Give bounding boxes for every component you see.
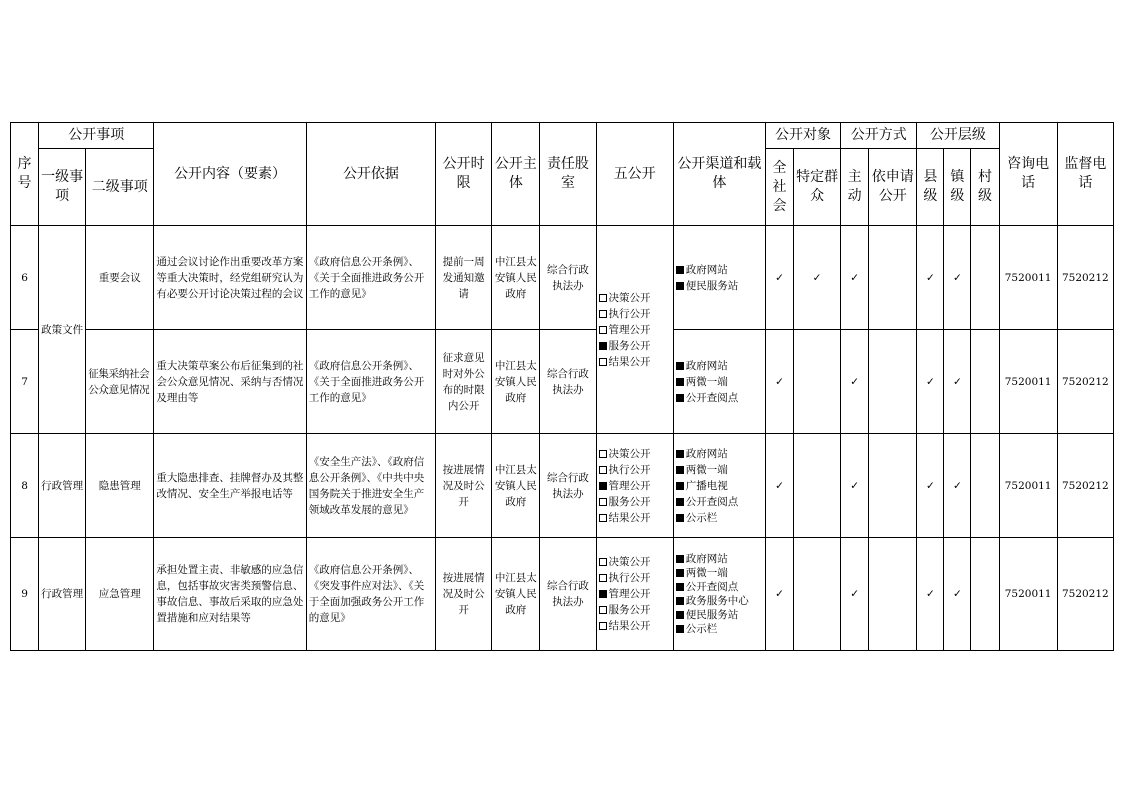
checkbox-icon (599, 326, 607, 334)
header-seq: 序号 (11, 123, 39, 226)
cell-level-county: ✓ (917, 538, 944, 651)
cell-five-open (596, 434, 673, 538)
cell-method-request (869, 538, 917, 651)
cell-target-specific (794, 538, 841, 651)
cell-level-county: ✓ (917, 330, 944, 434)
cell-method-active: ✓ (841, 226, 869, 330)
cell-target-all: ✓ (765, 434, 793, 538)
checked-box-icon (676, 555, 684, 563)
cell-time-limit: 按进展情况及时公开 (436, 538, 492, 651)
checkbox-icon (599, 310, 607, 318)
cell-basis: 《政府信息公开条例》、《关于全面推进政务公开工作的意见》 (306, 330, 435, 434)
cell-level-village (971, 538, 999, 651)
cell-level-town: ✓ (944, 226, 971, 330)
cell-time-limit: 征求意见时对外公布的时限内公开 (436, 330, 492, 434)
cell-level2: 应急管理 (86, 538, 154, 651)
cell-level-town: ✓ (944, 434, 971, 538)
channel-item: 政府网站 (676, 262, 763, 278)
header-level2: 二级事项 (86, 149, 154, 226)
channel-item: 政府网站 (676, 358, 763, 374)
cell-target-specific: ✓ (794, 226, 841, 330)
checked-box-icon (676, 625, 684, 633)
cell-content: 重大隐患排查、挂牌督办及其整改情况、安全生产举报电话等 (154, 434, 306, 538)
header-dept: 责任股室 (540, 123, 596, 226)
cell-level-town: ✓ (944, 330, 971, 434)
checked-box-icon (676, 498, 684, 506)
cell-seq: 7 (11, 330, 39, 434)
cell-method-request (869, 330, 917, 434)
header-consult-phone: 咨询电话 (999, 123, 1057, 226)
five-open-item: 决策公开 (599, 446, 671, 462)
checked-box-icon (676, 482, 684, 490)
channel-item: 广播电视 (676, 478, 763, 494)
header-target-all: 全社会 (765, 149, 793, 226)
cell-dept: 综合行政执法办 (540, 330, 596, 434)
cell-level2: 征集采纳社会公众意见情况 (86, 330, 154, 434)
five-open-item: 结果公开 (599, 618, 671, 634)
cell-dept: 综合行政执法办 (540, 226, 596, 330)
cell-supervise-phone: 7520212 (1057, 538, 1113, 651)
cell-basis: 《政府信息公开条例》、《突发事件应对法》、《关于全面加强政务公开工作的意见》 (306, 538, 435, 651)
channel-item: 公示栏 (676, 622, 763, 636)
cell-dept: 综合行政执法办 (540, 434, 596, 538)
cell-level-village (971, 330, 999, 434)
header-subject: 公开主体 (492, 123, 540, 226)
header-target-group: 公开对象 (765, 123, 840, 149)
five-open-item: 服务公开 (599, 602, 671, 618)
five-open-item: 管理公开 (599, 586, 671, 602)
channel-item: 政府网站 (676, 552, 763, 566)
cell-time-limit: 提前一周发通知邀请 (436, 226, 492, 330)
cell-content: 重大决策草案公布后征集到的社会公众意见情况、采纳与否情况及理由等 (154, 330, 306, 434)
five-open-item: 服务公开 (599, 338, 671, 354)
header-items-group: 公开事项 (39, 123, 154, 149)
cell-level-town: ✓ (944, 538, 971, 651)
header-method-active: 主动 (841, 149, 869, 226)
checkbox-icon (599, 358, 607, 366)
cell-target-all: ✓ (765, 226, 793, 330)
checked-box-icon (676, 611, 684, 619)
cell-level1: 行政管理 (39, 434, 86, 538)
five-open-item: 决策公开 (599, 554, 671, 570)
header-channel: 公开渠道和载体 (673, 123, 765, 226)
checked-box-icon (676, 569, 684, 577)
header-level-town: 镇级 (944, 149, 971, 226)
checkbox-icon (599, 498, 607, 506)
channel-item: 两微一端 (676, 462, 763, 478)
checked-box-icon (599, 590, 607, 598)
checkbox-icon (599, 514, 607, 522)
cell-content: 承担处置主责、非敏感的应急信息，包括事故灾害类预警信息、事故信息、事故后采取的应急处置措施和应对结果等 (154, 538, 306, 651)
cell-seq: 8 (11, 434, 39, 538)
channel-item: 便民服务站 (676, 608, 763, 622)
channel-item: 公示栏 (676, 510, 763, 526)
cell-method-request (869, 434, 917, 538)
cell-channels (673, 434, 765, 538)
header-level-county: 县级 (917, 149, 944, 226)
header-supervise-phone: 监督电话 (1057, 123, 1113, 226)
checkbox-icon (599, 466, 607, 474)
cell-target-all: ✓ (765, 538, 793, 651)
header-method-request: 依申请公开 (869, 149, 917, 226)
cell-subject: 中江县太安镇人民政府 (492, 538, 540, 651)
cell-level2: 重要会议 (86, 226, 154, 330)
five-open-item: 管理公开 (599, 322, 671, 338)
cell-level-village (971, 434, 999, 538)
header-level-group: 公开层级 (917, 123, 999, 149)
cell-basis: 《政府信息公开条例》、《关于全面推进政务公开工作的意见》 (306, 226, 435, 330)
checkbox-icon (599, 450, 607, 458)
cell-channels (673, 538, 765, 651)
cell-consult-phone: 7520011 (999, 538, 1057, 651)
checked-box-icon (676, 282, 684, 290)
cell-seq: 6 (11, 226, 39, 330)
channel-item: 两微一端 (676, 566, 763, 580)
cell-channels (673, 330, 765, 434)
header-content: 公开内容（要素） (154, 123, 306, 226)
header-target-specific: 特定群众 (794, 149, 841, 226)
checkbox-icon (599, 294, 607, 302)
channel-item: 两微一端 (676, 374, 763, 390)
disclosure-table (10, 122, 1114, 651)
table-row (11, 330, 1114, 434)
cell-supervise-phone: 7520212 (1057, 330, 1113, 434)
cell-subject: 中江县太安镇人民政府 (492, 434, 540, 538)
cell-target-specific (794, 330, 841, 434)
cell-seq: 9 (11, 538, 39, 651)
cell-subject: 中江县太安镇人民政府 (492, 330, 540, 434)
header-time-limit: 公开时限 (436, 123, 492, 226)
checked-box-icon (676, 450, 684, 458)
channel-item: 政府网站 (676, 446, 763, 462)
channel-item: 公开查阅点 (676, 494, 763, 510)
cell-content: 通过会议讨论作出重要改革方案等重大决策时，经党组研究认为有必要公开讨论决策过程的会议 (154, 226, 306, 330)
checked-box-icon (676, 266, 684, 274)
header-basis: 公开依据 (306, 123, 435, 226)
cell-supervise-phone: 7520212 (1057, 226, 1113, 330)
checked-box-icon (676, 362, 684, 370)
cell-method-active: ✓ (841, 434, 869, 538)
checkbox-icon (599, 574, 607, 582)
cell-level-village (971, 226, 999, 330)
checked-box-icon (676, 466, 684, 474)
channel-item: 公开查阅点 (676, 390, 763, 406)
cell-channels (673, 226, 765, 330)
cell-consult-phone: 7520011 (999, 330, 1057, 434)
cell-dept: 综合行政执法办 (540, 538, 596, 651)
channel-item: 政务服务中心 (676, 594, 763, 608)
checked-box-icon (676, 597, 684, 605)
five-open-item: 结果公开 (599, 510, 671, 526)
cell-level-county: ✓ (917, 434, 944, 538)
cell-consult-phone: 7520011 (999, 434, 1057, 538)
cell-target-all: ✓ (765, 330, 793, 434)
header-level-village: 村级 (971, 149, 999, 226)
checkbox-icon (599, 622, 607, 630)
cell-subject: 中江县太安镇人民政府 (492, 226, 540, 330)
cell-target-specific (794, 434, 841, 538)
cell-basis: 《安全生产法》、《政府信息公开条例》、《中共中央 国务院关于推进安全生产领域改革发展的意见》 (306, 434, 435, 538)
channel-item: 便民服务站 (676, 278, 763, 294)
checkbox-icon (599, 606, 607, 614)
checked-box-icon (599, 482, 607, 490)
five-open-item: 管理公开 (599, 478, 671, 494)
five-open-item: 决策公开 (599, 290, 671, 306)
table-row (11, 434, 1114, 538)
five-open-item: 结果公开 (599, 354, 671, 370)
cell-consult-phone: 7520011 (999, 226, 1057, 330)
checkbox-icon (599, 558, 607, 566)
cell-level2: 隐患管理 (86, 434, 154, 538)
cell-method-active: ✓ (841, 538, 869, 651)
cell-method-active: ✓ (841, 330, 869, 434)
header-method-group: 公开方式 (841, 123, 917, 149)
table-row (11, 226, 1114, 330)
cell-supervise-phone: 7520212 (1057, 434, 1113, 538)
five-open-item: 执行公开 (599, 462, 671, 478)
five-open-item: 服务公开 (599, 494, 671, 510)
cell-time-limit: 按进展情况及时公开 (436, 434, 492, 538)
checked-box-icon (676, 378, 684, 386)
channel-item: 公开查阅点 (676, 580, 763, 594)
cell-level-county: ✓ (917, 226, 944, 330)
cell-five-open (596, 538, 673, 651)
five-open-item: 执行公开 (599, 570, 671, 586)
checked-box-icon (676, 514, 684, 522)
header-five-open: 五公开 (596, 123, 673, 226)
cell-five-open (596, 226, 673, 434)
header-level1: 一级事项 (39, 149, 86, 226)
five-open-item: 执行公开 (599, 306, 671, 322)
cell-level1: 行政管理 (39, 538, 86, 651)
cell-method-request (869, 226, 917, 330)
checked-box-icon (599, 342, 607, 350)
checked-box-icon (676, 394, 684, 402)
checked-box-icon (676, 583, 684, 591)
cell-level1: 政策文件 (39, 226, 86, 434)
table-row (11, 538, 1114, 651)
